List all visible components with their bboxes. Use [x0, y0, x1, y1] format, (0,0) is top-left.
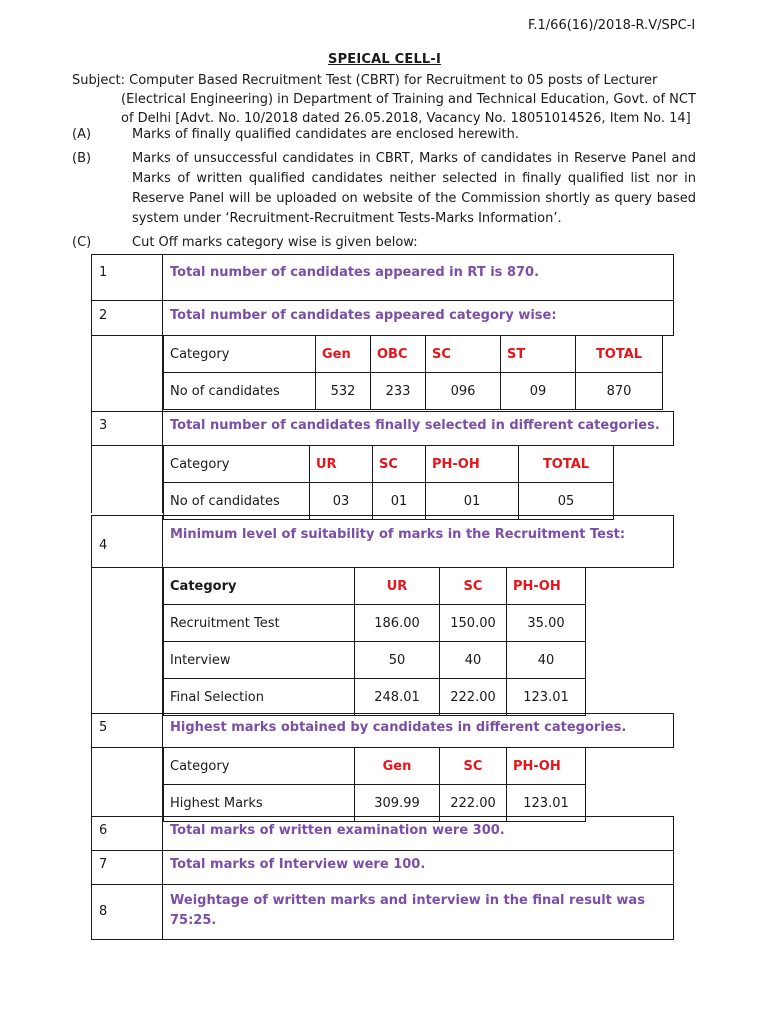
row-text: Weightage of written marks and interview in the final result was 75:25.: [170, 893, 645, 928]
cell-value: 05: [519, 483, 614, 520]
item-b: [72, 149, 696, 229]
cell-value: 096: [426, 373, 501, 410]
appeared-table: [163, 335, 663, 410]
cell-header: SC: [373, 446, 426, 483]
selected-table: [163, 445, 614, 520]
cell-value: 50: [355, 642, 440, 679]
item-a: [72, 125, 696, 145]
cell-header: PH-OH: [507, 568, 586, 605]
cell-header: Category: [164, 336, 316, 373]
cell-header: Category: [164, 748, 355, 785]
subject-label: Subject:: [72, 73, 125, 88]
cell-header: SC: [440, 748, 507, 785]
item-c: [72, 233, 696, 253]
cell-value: 150.00: [440, 605, 507, 642]
item-tag: (C): [72, 235, 92, 250]
cell-header: TOTAL: [576, 336, 663, 373]
cell-header: Gen: [316, 336, 371, 373]
cell-header: SC: [426, 336, 501, 373]
cell-value: 09: [501, 373, 576, 410]
cell-value: 222.00: [440, 785, 507, 822]
cell-header: UR: [355, 568, 440, 605]
cell-label: Final Selection: [164, 679, 355, 716]
item-text: Cut Off marks category wise is given below:: [132, 235, 418, 250]
row-text: Total number of candidates appeared category wise:: [170, 308, 557, 323]
item-tag: (A): [72, 127, 92, 142]
subject-block: [72, 71, 696, 128]
cell-value: 248.01: [355, 679, 440, 716]
cell-value: 123.01: [507, 785, 586, 822]
table-row-2-inner: [91, 335, 674, 411]
table-row-2: [91, 300, 674, 335]
item-text: Marks of unsuccessful candidates in CBRT, Marks of candidates in Reserve Panel and Marks of written qualified candidates neither selected in finally qualified list nor in Reserve Panel will be uploaded on website of the Commission shortly as query based system under ‘Recruitment-Recruitment Tests-Marks Information’.: [132, 151, 696, 226]
cell-value: 40: [440, 642, 507, 679]
row-text: Total number of candidates appeared in RT is 870.: [170, 265, 540, 280]
row-number: 6: [99, 823, 108, 838]
row-text: Minimum level of suitability of marks in the Recruitment Test:: [170, 527, 626, 542]
table-row-7: [91, 850, 674, 884]
document-title: SPEICAL CELL-I: [328, 52, 442, 67]
cell-value: 532: [316, 373, 371, 410]
cell-header: TOTAL: [519, 446, 614, 483]
item-text: Marks of finally qualified candidates are enclosed herewith.: [132, 127, 520, 142]
table-row-3-inner: [91, 445, 674, 513]
cell-header: UR: [310, 446, 373, 483]
cell-value: 222.00: [440, 679, 507, 716]
cell-header: ST: [501, 336, 576, 373]
row-number: 1: [99, 265, 108, 280]
cell-header: PH-OH: [507, 748, 586, 785]
row-text: Total number of candidates finally selected in different categories.: [170, 418, 660, 433]
cell-value: 309.99: [355, 785, 440, 822]
row-text: Total marks of Interview were 100.: [170, 857, 426, 872]
row-text: Total marks of written examination were 300.: [170, 823, 505, 838]
row-number: 8: [99, 904, 108, 919]
cell-value: 01: [373, 483, 426, 520]
table-row-5-inner: [91, 747, 674, 816]
cell-value: 01: [426, 483, 519, 520]
table-row-8: [91, 884, 674, 940]
table-row-6: [91, 816, 674, 850]
cell-value: 870: [576, 373, 663, 410]
cell-label: Recruitment Test: [164, 605, 355, 642]
cell-label: Interview: [164, 642, 355, 679]
cell-header: OBC: [371, 336, 426, 373]
row-number: 5: [99, 720, 108, 735]
cell-label: Highest Marks: [164, 785, 355, 822]
cell-header: Category: [164, 446, 310, 483]
item-tag: (B): [72, 151, 92, 166]
cell-value: 233: [371, 373, 426, 410]
cell-value: 03: [310, 483, 373, 520]
cell-label: No of candidates: [164, 483, 310, 520]
cell-value: 186.00: [355, 605, 440, 642]
cell-label: No of candidates: [164, 373, 316, 410]
row-number: 4: [99, 538, 108, 553]
cell-value: 35.00: [507, 605, 586, 642]
subject-text: Computer Based Recruitment Test (CBRT) for Recruitment to 05 posts of Lecturer (Electrical Engineering) in Department of Training and Technical Education, Govt. of NCT of Delhi [Advt. No. 10/2018 dated 26.05.2018, Vacancy No. 18051014526, Item No. 14]: [121, 73, 696, 126]
cell-value: 123.01: [507, 679, 586, 716]
suitability-table: [163, 567, 586, 716]
table-row-4: [91, 515, 674, 567]
highest-marks-table: [163, 747, 586, 822]
cell-header: Gen: [355, 748, 440, 785]
table-row-3: [91, 411, 674, 445]
row-number: 7: [99, 857, 108, 872]
table-row-4-inner: [91, 567, 674, 715]
cell-header: PH-OH: [426, 446, 519, 483]
cell-header: Category: [164, 568, 355, 605]
table-row-5: [91, 713, 674, 747]
row-number: 3: [99, 418, 108, 433]
row-text: Highest marks obtained by candidates in different categories.: [170, 720, 627, 735]
row-number: 2: [99, 308, 108, 323]
cell-value: 40: [507, 642, 586, 679]
file-reference: F.1/66(16)/2018-R.V/SPC-I: [528, 18, 696, 33]
table-row-1: [91, 254, 674, 300]
cell-header: SC: [440, 568, 507, 605]
